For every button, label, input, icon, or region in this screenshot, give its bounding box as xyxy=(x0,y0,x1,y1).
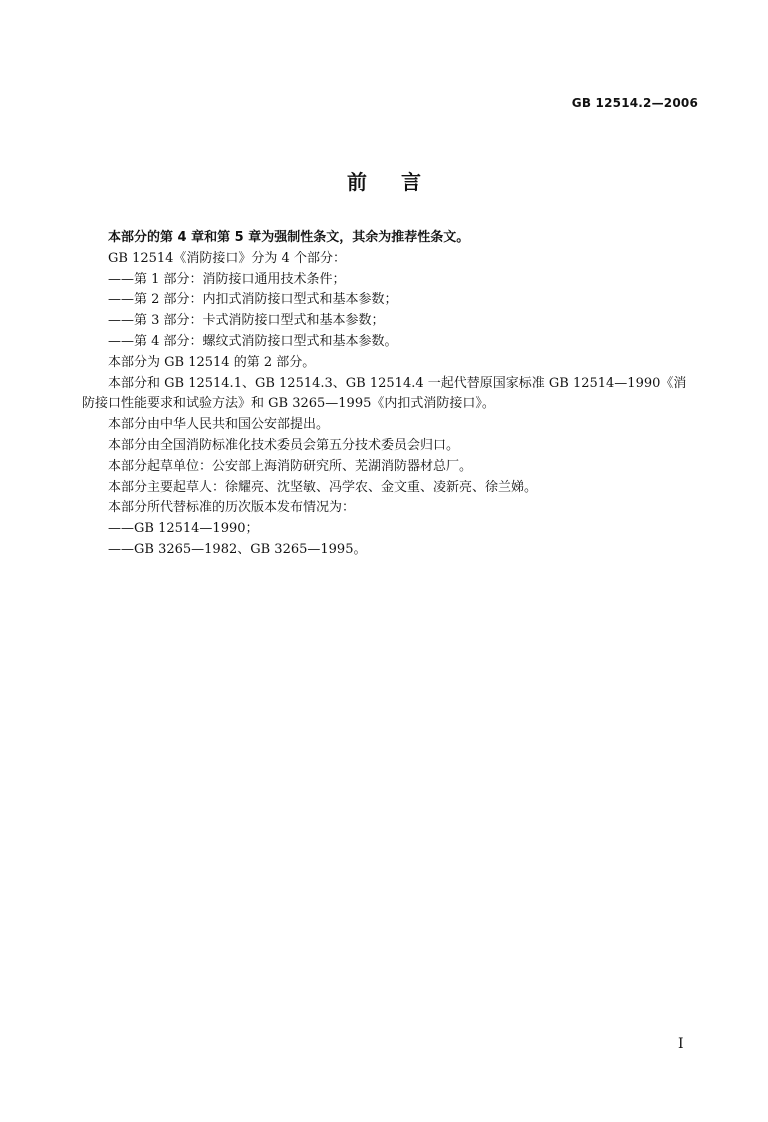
standard-number: GB 12514.2—2006 xyxy=(571,96,698,110)
mandatory-clause-note: 本部分的第 4 章和第 5 章为强制性条文，其余为推荐性条文。 xyxy=(108,230,470,245)
foreword-body xyxy=(82,228,694,561)
paragraph-drafting-units: 本部分起草单位：公安部上海消防研究所、芜湖消防器材总厂。 xyxy=(108,458,473,474)
paragraph-replaces: 本部分和 GB 12514.1、GB 12514.3、GB 12514.4 一起代替原国家标准 GB 12514—1990《消防接口性能要求和试验方法》和 GB 3265—1995《内扣式消防接口》。 xyxy=(82,375,687,412)
list-item-part-4: ——第 4 部分：螺纹式消防接口型式和基本参数。 xyxy=(108,333,398,349)
list-item-edition-1: ——GB 12514—1990； xyxy=(108,521,259,537)
page-number: I xyxy=(678,1036,684,1052)
list-item-part-3: ——第 3 部分：卡式消防接口型式和基本参数； xyxy=(108,313,385,329)
list-item-part-1: ——第 1 部分：消防接口通用技术条件； xyxy=(108,271,346,287)
paragraph-this-part: 本部分为 GB 12514 的第 2 部分。 xyxy=(108,354,316,370)
paragraph-parts-intro: GB 12514《消防接口》分为 4 个部分： xyxy=(108,250,346,266)
paragraph-previous-editions: 本部分所代替标准的历次版本发布情况为： xyxy=(108,500,356,516)
paragraph-centralized-by: 本部分由全国消防标准化技术委员会第五分技术委员会归口。 xyxy=(108,437,460,453)
paragraph-proposed-by: 本部分由中华人民共和国公安部提出。 xyxy=(108,417,330,433)
list-item-part-2: ——第 2 部分：内扣式消防接口型式和基本参数； xyxy=(108,292,398,308)
list-item-edition-2: ——GB 3265—1982、GB 3265—1995。 xyxy=(108,541,367,557)
paragraph-drafters: 本部分主要起草人：徐耀亮、沈坚敏、冯学农、金文重、凌新亮、徐兰娣。 xyxy=(108,479,538,495)
page-title: 前言 xyxy=(347,170,455,194)
